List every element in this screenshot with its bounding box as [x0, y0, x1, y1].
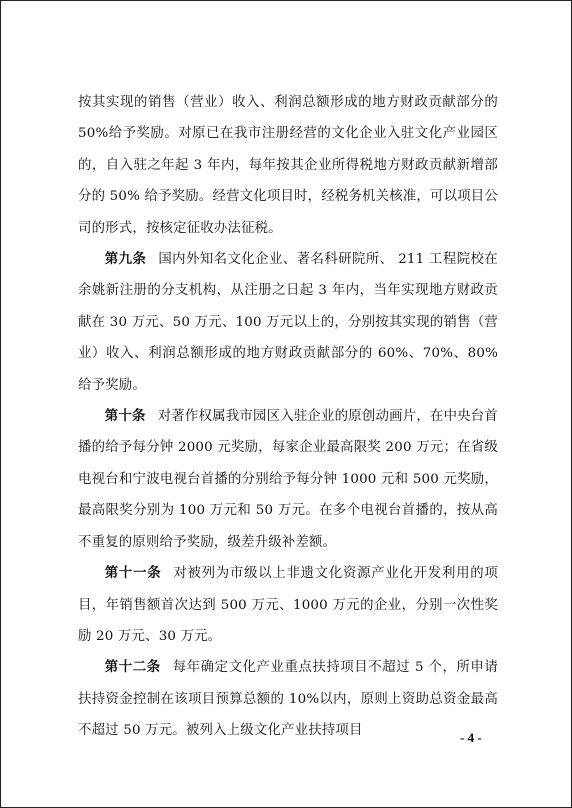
paragraph-continuation	[78, 87, 498, 244]
article-9	[78, 244, 498, 401]
paragraph-text: 按其实现的销售（营业）收入、利润总额形成的地方财政贡献部分的50%给予奖励。对原已在我市注册经营的文化企业入驻文化产业园区的，自入驻之年起 3 年内，每年按其企业所得税地方财政贡献新增部分的 50% 给予奖励。经营文化项目时，经税务机关核准，可以项目公司的形式，按核定征收办法征税。	[78, 95, 498, 236]
article-10	[78, 401, 498, 558]
article-heading: 第十一条	[104, 565, 162, 582]
document-body	[78, 87, 498, 747]
paragraph-text: 国内外知名文化企业、著名科研院所、 211 工程院校在余姚新注册的分支机构，从注册之日起 3 年内，当年实现地方财政贡献在 30 万元、50 万元、100 万元以上的，分别按其实现的销售（营业）收入、利润总额形成的地方财政贡献部分的 60%、70%、80%给予奖励。	[78, 252, 498, 393]
article-12	[78, 652, 498, 746]
page-number: - 4 -	[460, 730, 482, 745]
article-heading: 第九条	[104, 251, 147, 268]
article-11	[78, 558, 498, 652]
paragraph-text: 每年确定文化产业重点扶持项目不超过 5 个，所申请扶持资金控制在该项目预算总额的 10%以内，原则上资助总资金最高不超过 50 万元。被列入上级文化产业扶持项目	[78, 660, 498, 739]
article-heading: 第十条	[104, 408, 146, 425]
article-heading: 第十二条	[104, 659, 161, 676]
paragraph-text: 对著作权属我市园区入驻企业的原创动画片，在中央台首播的给予每分钟 2000 元奖励，每家企业最高限奖 200 万元；在省级电视台和宁波电视台首播的分别给予每分钟 1000 元和 500 元奖励，最高限奖分别为 100 万元和 50 万元。在多个电视台首播的，按从高不重复的原则给予奖励，级差升级补差额。	[78, 409, 498, 550]
paragraph-text: 对被列为市级以上非遗文化资源产业化开发利用的项目，年销售额首次达到 500 万元、1000 万元的企业，分别一次性奖励 20 万元、30 万元。	[78, 566, 498, 644]
